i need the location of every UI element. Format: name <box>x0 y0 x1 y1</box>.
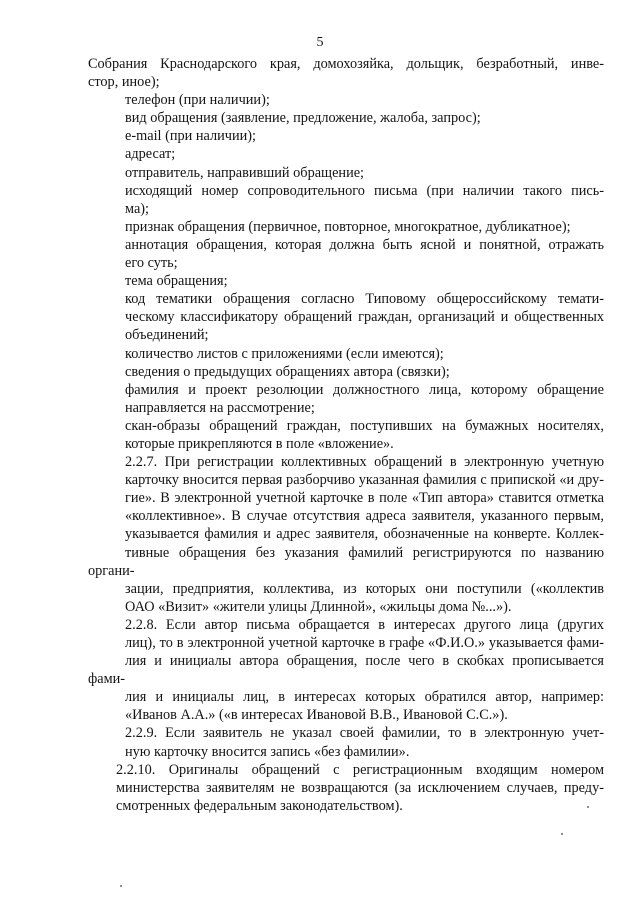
text-line: 2.2.10. Оригиналы обращений с регистрационным входящим номером <box>116 761 604 778</box>
text-line: гие». В электронной учетной карточке в поле «Тип автора» ставится отметка <box>125 490 604 507</box>
text-line: ческому классификатору обращений граждан, организаций и общественных <box>125 309 604 326</box>
text-line: e-mail (при наличии); <box>125 128 257 145</box>
paragraph <box>88 272 604 290</box>
paragraph <box>88 724 604 760</box>
text-line: его суть; <box>125 255 178 272</box>
paragraph <box>88 761 604 815</box>
text-line: «Иванов А.А.» («в интересах Ивановой В.В., Ивановой С.С.»). <box>125 707 508 724</box>
paragraph <box>88 381 604 417</box>
text-line: лия и инициалы автора обращения, после чего в скобках прописывается фами- <box>88 653 604 688</box>
text-line: аннотация обращения, которая должна быть ясной и понятной, отражать <box>125 236 604 253</box>
paragraph <box>88 345 604 363</box>
text-line: адресат; <box>125 146 176 163</box>
text-line: лиц), то в электронной учетной карточке в графе «Ф.И.О.» указывается фами- <box>125 635 604 651</box>
page-number: 5 <box>316 35 324 50</box>
paragraph <box>88 363 604 381</box>
text-line: стор, иное); <box>88 74 160 91</box>
text-line: фамилия и проект резолюции должностного лица, которому обращение <box>125 381 604 398</box>
text-line: министерства заявителям не возвращаются (за исключением случаев, преду- <box>116 779 604 796</box>
paragraph <box>88 91 604 109</box>
text-line: карточку вносится первая разборчиво указанная фамилия с припиской «и дру- <box>125 472 604 489</box>
text-line: вид обращения (заявление, предложение, жалоба, запрос); <box>125 110 481 127</box>
scan-speck <box>561 833 563 835</box>
text-line: количество листов с приложениями (если имеются); <box>125 345 444 362</box>
text-line: «коллективное». В случае отсутствия адреса заявителя, указанного первым, <box>125 508 604 525</box>
paragraph <box>88 55 604 91</box>
text-line: ОАО «Визит» «жители улицы Длинной», «жильцы дома №...»). <box>125 598 512 615</box>
paragraph <box>88 453 604 616</box>
text-line: объединений; <box>125 327 209 344</box>
text-line: тивные обращения без указания фамилий регистрируются по названию органи- <box>88 544 604 579</box>
text-line: отправитель, направивший обращение; <box>125 164 365 181</box>
paragraph <box>88 127 604 145</box>
text-line: скан-образы обращений граждан, поступивших на бумажных носителях, <box>125 417 604 434</box>
document-body <box>88 55 604 815</box>
scan-speck <box>587 806 589 808</box>
paragraph <box>88 182 604 218</box>
text-line: указывается фамилия и адрес заявителя, обозначенные на конверте. Коллек- <box>125 526 604 543</box>
paragraph <box>88 109 604 127</box>
paragraph <box>88 616 604 725</box>
text-line: зации, предприятия, коллектива, из которых они поступили («коллектив <box>125 580 604 597</box>
text-line: 2.2.7. При регистрации коллективных обращений в электронную учетную <box>125 454 604 471</box>
text-line: признак обращения (первичное, повторное, многократное, дубликатное); <box>125 218 571 235</box>
text-line: Собрания Краснодарского края, домохозяйка, дольщик, безработный, инве- <box>88 56 604 72</box>
scan-speck <box>120 885 122 887</box>
paragraph <box>88 290 604 344</box>
text-line: лия и инициалы лиц, в интересах которых обратился автор, например: <box>125 689 604 706</box>
text-line: код тематики обращения согласно Типовому общероссийскому темати- <box>125 291 604 308</box>
paragraph <box>88 218 604 236</box>
text-line: которые прикрепляются в поле «вложение». <box>125 435 394 452</box>
text-line: ную карточку вносится запись «без фамилии». <box>125 743 410 760</box>
text-line: сведения о предыдущих обращениях автора (связки); <box>125 363 450 380</box>
paragraph <box>88 236 604 272</box>
text-line: направляется на рассмотрение; <box>125 399 315 416</box>
text-line: исходящий номер сопроводительного письма (при наличии такого пись- <box>125 182 604 199</box>
text-line: ма); <box>125 200 150 217</box>
text-line: телефон (при наличии); <box>125 92 270 109</box>
text-line: тема обращения; <box>125 273 228 290</box>
paragraph <box>88 417 604 453</box>
text-line: смотренных федеральным законодательством). <box>116 797 403 814</box>
paragraph <box>88 164 604 182</box>
text-line: 2.2.9. Если заявитель не указал своей фамилии, то в электронную учет- <box>125 725 604 742</box>
paragraph <box>88 145 604 163</box>
text-line: 2.2.8. Если автор письма обращается в интересах другого лица (других <box>125 616 604 633</box>
